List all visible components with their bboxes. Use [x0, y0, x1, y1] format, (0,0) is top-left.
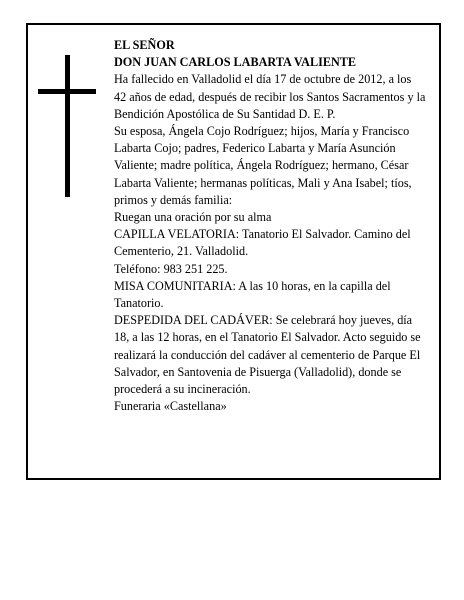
title-line-1: EL SEÑOR — [114, 38, 175, 52]
mass-info: MISA COMUNITARIA: A las 10 horas, en la capilla del Tanatorio. — [114, 278, 391, 311]
family-list: Su esposa, Ángela Cojo Rodríguez; hijos, María y Francisco Labarta Cojo; padres, Federico Labarta y María Asunción Valiente; madre política, Ángela Rodríguez; hermano, César Labarta Valiente; hermanas políticas, Mali y Ana Isabel; tíos, primos y demás familia: — [114, 124, 412, 207]
cross-icon — [38, 55, 96, 197]
funeral-home: Funeraria «Castellana» — [114, 399, 227, 414]
farewell-info: DESPEDIDA DEL CADÁVER: Se celebrará hoy jueves, día 18, a las 12 horas, en el Tanatorio El Salvador. Acto seguido se realizará la conducción del cadáver al cementerio de Parque El Salvador, en Santovenia de Pisuerga (Valladolid), donde se procederá a su incineración. — [114, 313, 421, 397]
phone-info: Teléfono: 983 251 225. — [114, 261, 228, 276]
death-announcement: Ha fallecido en Valladolid el día 17 de octubre de 2012, a los 42 años de edad, después de recibir los Santos Sacramentos y la Bendición Apostólica de Su Santidad D. E. P. — [114, 72, 426, 121]
obituary-text — [114, 37, 426, 415]
deceased-name: DON JUAN CARLOS LABARTA VALIENTE — [114, 55, 357, 70]
chapel-info: CAPILLA VELATORIA: Tanatorio El Salvador. Camino del Cementerio, 21. Valladolid. — [114, 227, 411, 259]
prayer-request: Ruegan una oración por su alma — [114, 210, 272, 225]
